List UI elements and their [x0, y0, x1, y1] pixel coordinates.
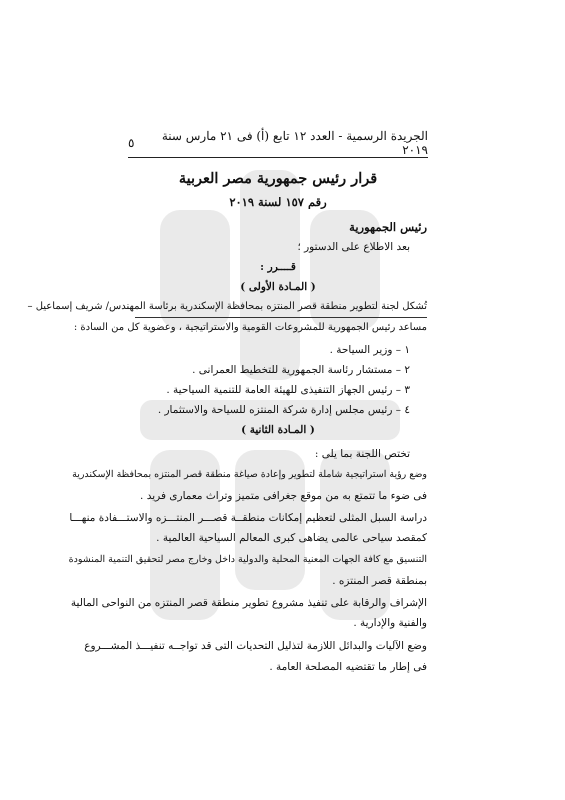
task1-line-2: فى ضوء ما تتمتع به من موقع جغرافى متميز وتراث معمارى فريد .: [140, 490, 427, 502]
article1-underline: [135, 317, 427, 318]
decree-number: رقم ١٥٧ لسنة ٢٠١٩: [229, 195, 327, 209]
task1-line-1: وضع رؤية استراتيجية شاملة لتطوير وإعادة صياغة منطقة قصر المنتزه بمحافظة الإسكندرية: [72, 469, 427, 480]
task5-line-1: وضع الآليات والبدائل اللازمة لتذليل التحديات التى قد تواجــه تنفيـــذ المشـــروع: [84, 640, 427, 652]
header-divider: [128, 157, 428, 158]
member-item: ٢ – مستشار رئاسة الجمهورية للتخطيط العمرانى .: [192, 364, 410, 376]
task3-line-2: بمنطقة قصر المنتزه .: [332, 575, 427, 587]
member-item: ٤ – رئيس مجلس إدارة شركة المنتزه للسياحة والاستثمار .: [157, 404, 410, 416]
decree-title: قرار رئيس جمهورية مصر العربية: [178, 170, 378, 187]
article1-line-1: تُشكل لجنة لتطوير منطقة قصر المنتزه بمحافظة الإسكندرية برئاسة المهندس/ شريف إسماعيل –: [27, 301, 427, 312]
preamble: بعد الاطلاع على الدستور ؛: [297, 241, 410, 253]
task2-line-2: كمقصد سياحى عالمى يضاهى كبرى المعالم السياحية العالمية .: [156, 532, 427, 544]
president-heading: رئيس الجمهورية: [349, 220, 427, 234]
task2-line-1: دراسة السبل المثلى لتعظيم إمكانات منطقــة قصـــر المنتـــزه والاستـــفادة منهـــا: [69, 512, 427, 524]
article1-line-2: مساعد رئيس الجمهورية للمشروعات القومية والاستراتيجية ، وعضوية كل من السادة :: [73, 322, 427, 333]
tasks-intro: تختص اللجنة بما يلى :: [314, 448, 410, 460]
article1-heading: ( المـادة الأولى ): [240, 281, 316, 293]
gazette-header: [128, 129, 428, 157]
member-item: ١ – وزير السياحة .: [329, 344, 410, 356]
article2-heading: ( المـادة الثانية ): [241, 424, 315, 436]
header-text: الجريدة الرسمية - العدد ١٢ تابع (أ) فى ٢١ مارس سنة ٢٠١٩: [161, 129, 428, 157]
task4-line-1: الإشراف والرقابة على تنفيذ مشروع تطوير منطقة قصر المنتزه من النواحى المالية: [70, 597, 427, 609]
member-item: ٣ – رئيس الجهاز التنفيذى للهيئة العامة للتنمية السياحية .: [166, 384, 410, 396]
decided-label: قــــرر :: [260, 261, 296, 273]
task5-line-2: فى إطار ما تقتضيه المصلحة العامة .: [269, 661, 427, 673]
task3-line-1: التنسيق مع كافة الجهات المعنية المحلية والدولية داخل وخارج مصر لتحقيق التنمية المنشودة: [68, 554, 427, 565]
page-number: ٥: [128, 136, 135, 150]
task4-line-2: والفنية والإدارية .: [353, 617, 427, 629]
